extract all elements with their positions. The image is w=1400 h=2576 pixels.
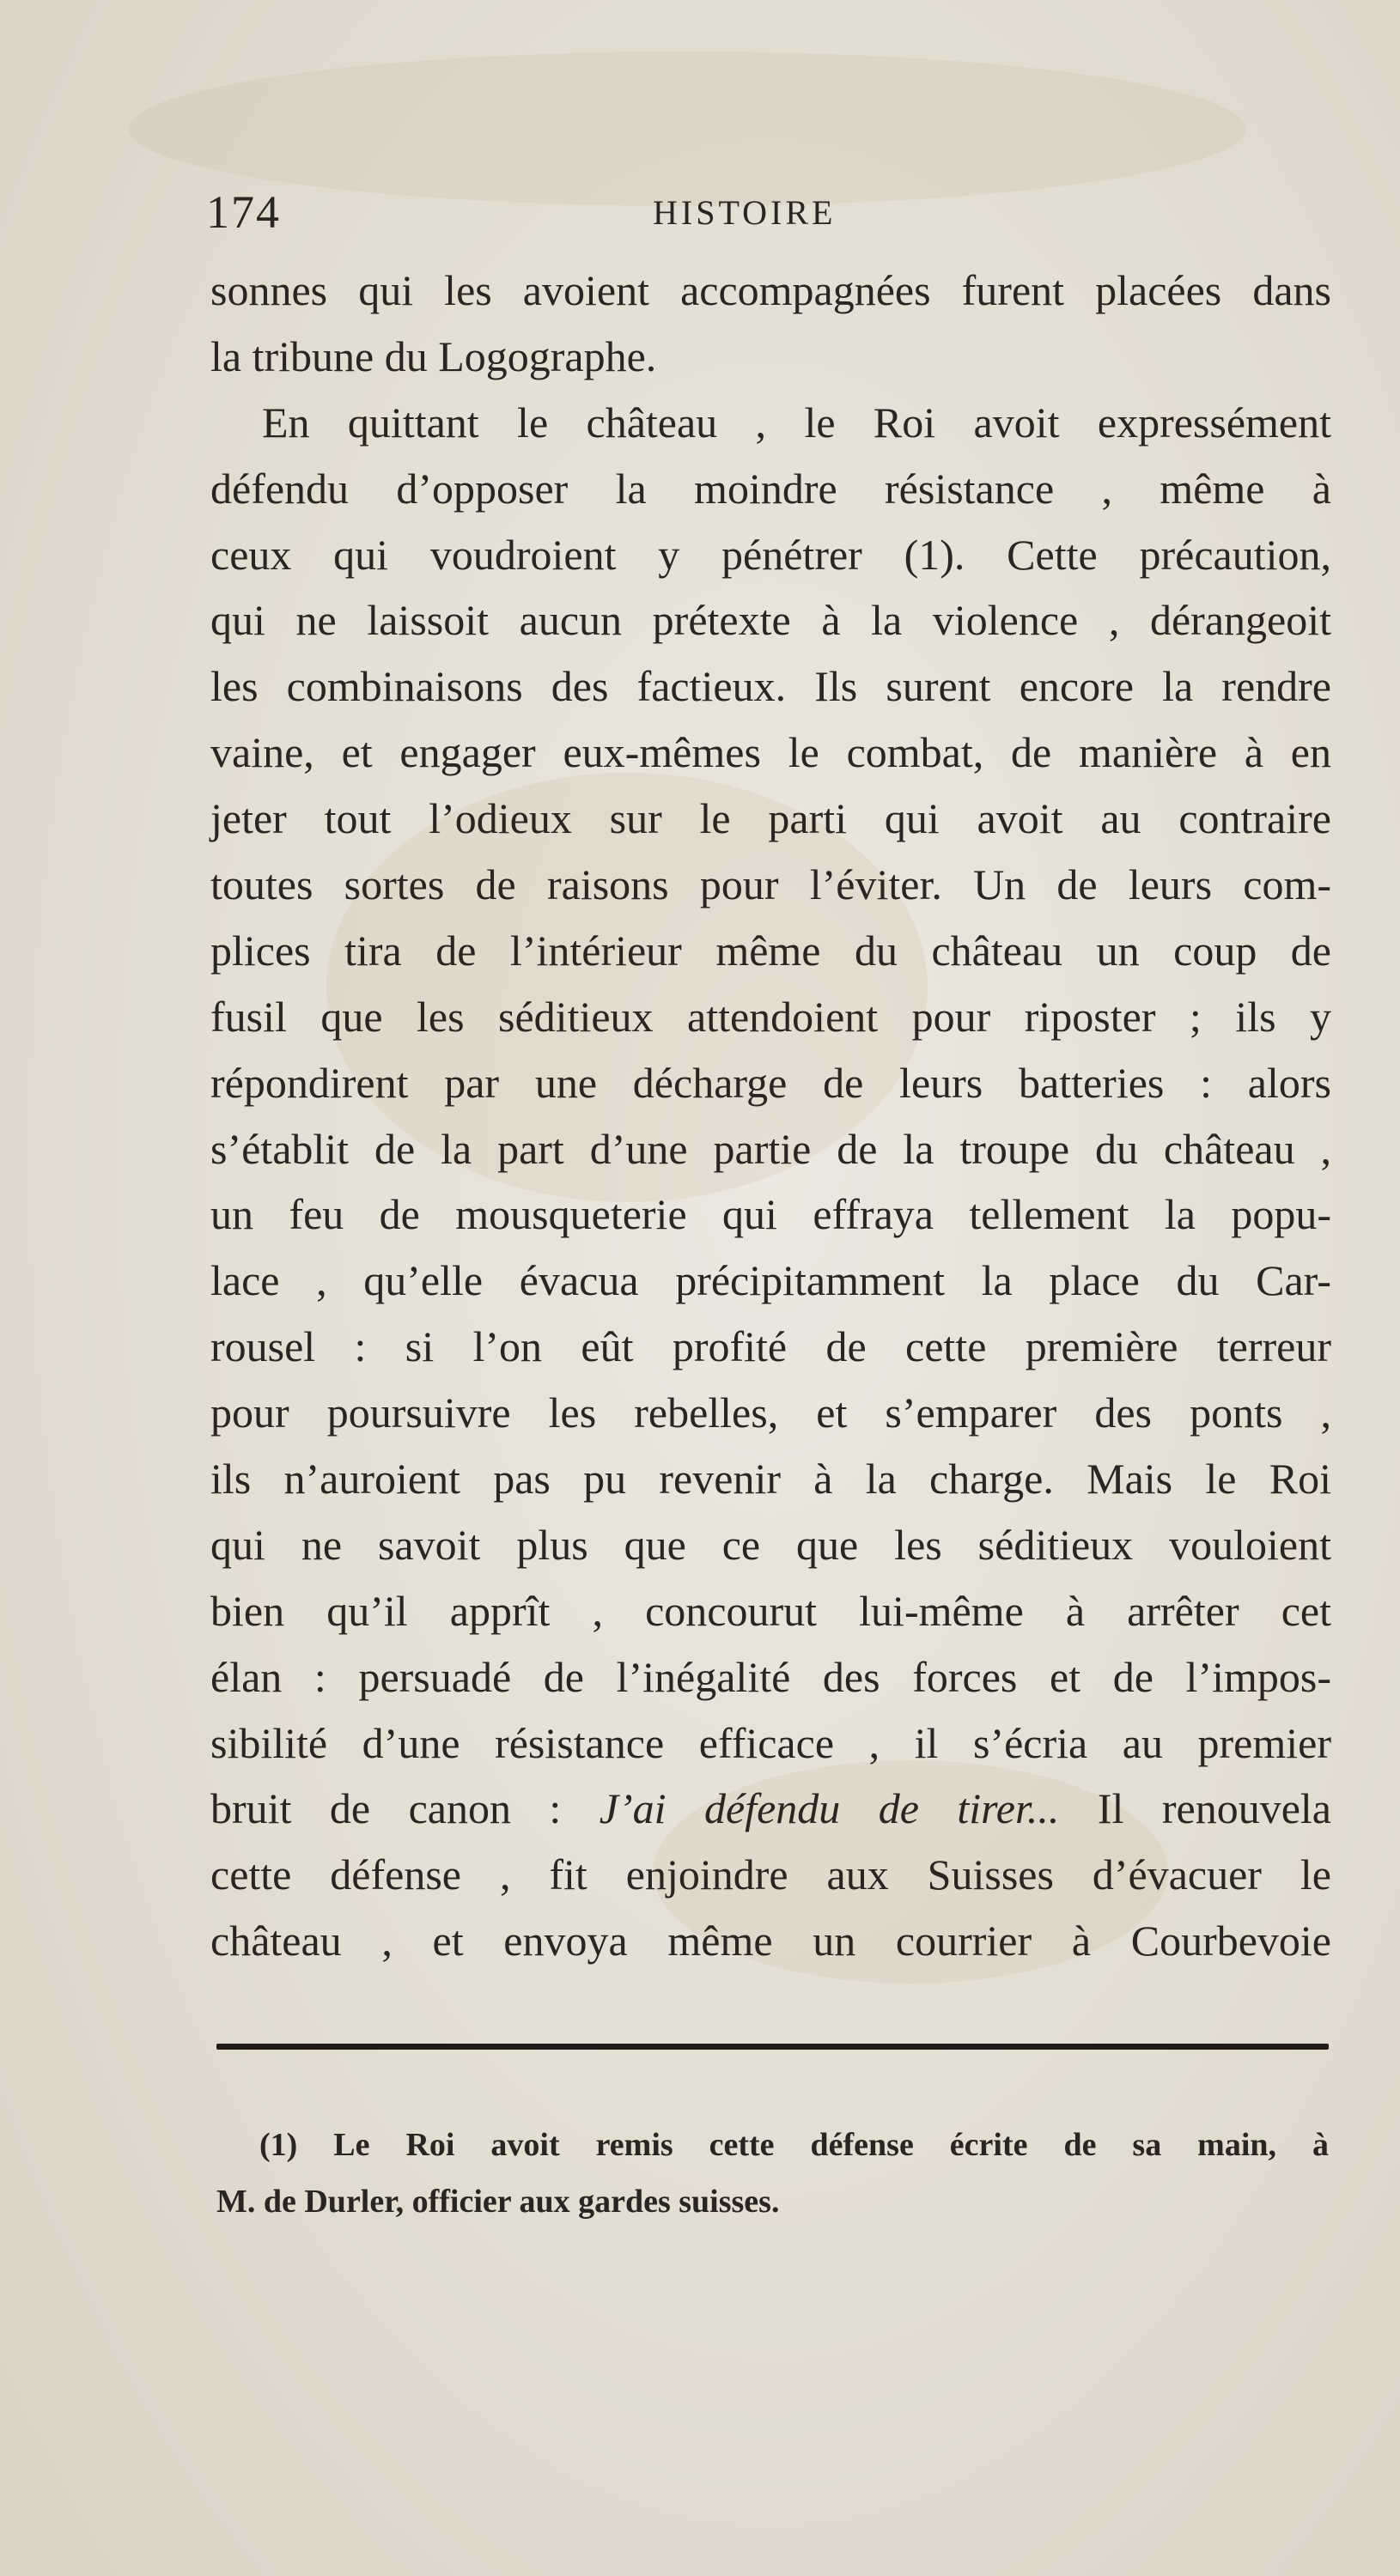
footnote xyxy=(216,2117,1329,2230)
text-line: En quittant le château , le Roi avoit expressément xyxy=(262,398,1331,447)
text-line: sibilité d’une résistance efficace , il s’écria au premier xyxy=(210,1718,1331,1767)
text-line: château , et envoya même un courrier à Courbevoie xyxy=(210,1917,1331,1965)
text-line: cette défense , fit enjoindre aux Suisses d’évacuer le xyxy=(210,1850,1331,1899)
text-line: bien qu’il apprît , concourut lui-même à arrêter cet xyxy=(210,1586,1331,1635)
text-line: défendu d’opposer la moindre résistance , même à xyxy=(210,464,1331,513)
text-segment: Il renouvela xyxy=(1097,1784,1331,1833)
text-line: sonnes qui les avoient accompagnées furent placées dans xyxy=(210,266,1331,314)
text-line-with-quote xyxy=(210,1776,1331,1842)
text-line: un feu de mousqueterie qui effraya tellement la popu- xyxy=(210,1190,1331,1239)
page-header xyxy=(206,182,1331,242)
text-line: toutes sortes de raisons pour l’éviter. Un de leurs com- xyxy=(210,860,1331,909)
running-head: HISTOIRE xyxy=(653,193,837,232)
text-line: qui ne savoit plus que ce que les séditieux vouloient xyxy=(210,1520,1331,1569)
text-line: répondirent par une décharge de leurs batteries : alors xyxy=(210,1058,1331,1107)
footnote-rule xyxy=(216,2044,1329,2050)
footnote-line: (1) Le Roi avoit remis cette défense écrite de sa main, à xyxy=(259,2127,1329,2163)
text-line: fusil que les séditieux attendoient pour riposter ; ils y xyxy=(210,992,1331,1041)
text-line: jeter tout l’odieux sur le parti qui avoit au contraire xyxy=(210,794,1331,843)
main-text xyxy=(210,258,1331,1974)
footnote-line: M. de Durler, officier aux gardes suisses. xyxy=(216,2184,780,2220)
text-line: lace , qu’elle évacua précipitamment la place du Car- xyxy=(210,1256,1331,1305)
text-segment: bruit de canon : xyxy=(210,1784,562,1833)
text-line: rousel : si l’on eût profité de cette première terreur xyxy=(210,1322,1331,1371)
quoted-italic-phrase: J’ai défendu de tirer... xyxy=(599,1784,1060,1833)
text-line: vaine, et engager eux-mêmes le combat, de manière à en xyxy=(210,728,1331,777)
text-line: ceux qui voudroient y pénétrer (1). Cette précaution, xyxy=(210,530,1331,579)
text-line: ils n’auroient pas pu revenir à la charge. Mais le Roi xyxy=(210,1455,1331,1504)
text-line: pour poursuivre les rebelles, et s’emparer des ponts , xyxy=(210,1388,1331,1437)
text-line: qui ne laissoit aucun prétexte à la violence , dérangeoit xyxy=(210,596,1331,645)
text-line: la tribune du Logographe. xyxy=(210,331,657,380)
page-number: 174 xyxy=(206,186,281,238)
text-line: s’établit de la part d’une partie de la troupe du château , xyxy=(210,1124,1331,1173)
text-line: les combinaisons des factieux. Ils surent encore la rendre xyxy=(210,662,1331,711)
text-line: élan : persuadé de l’inégalité des forces et de l’impos- xyxy=(210,1652,1331,1701)
text-line: plices tira de l’intérieur même du château un coup de xyxy=(210,926,1331,975)
